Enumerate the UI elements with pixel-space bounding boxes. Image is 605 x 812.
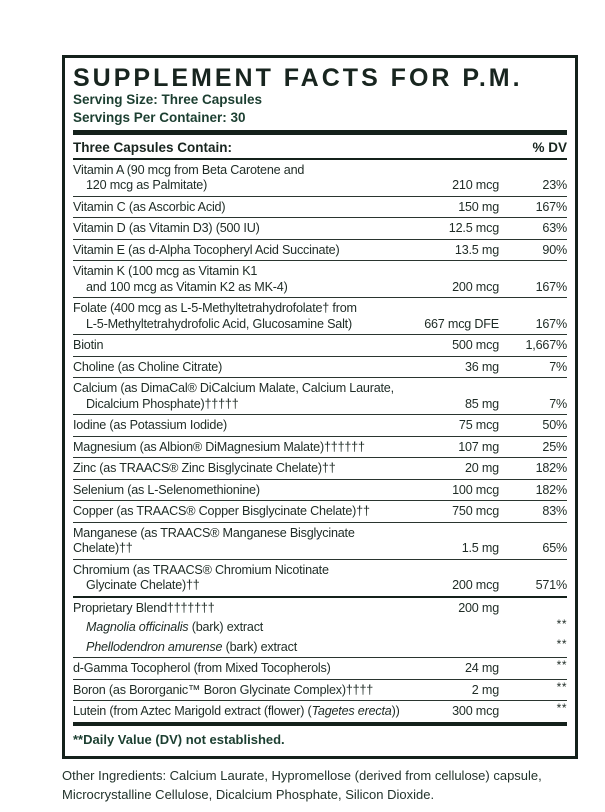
supplement-facts-panel <box>62 55 578 759</box>
nutrient-name: Copper (as TRAACS® Copper Bisglycinate Chelate)†† <box>73 504 370 519</box>
nutrient-name: Lutein (from Aztec Marigold extract (flower) (Tagetes erecta)) <box>73 704 400 719</box>
nutrient-name: d-Gamma Tocopherol (from Mixed Tocopherols) <box>73 661 331 676</box>
dv-value: 65% <box>542 541 567 556</box>
amount-value: 107 mg <box>458 439 499 454</box>
amount-value: 75 mcg <box>458 418 499 433</box>
nutrient-name: Vitamin D (as Vitamin D3) (500 IU) <box>73 221 260 236</box>
amount-value: 210 mcg <box>452 178 499 193</box>
amount-value: 2 mg <box>471 682 499 697</box>
dv-value: 50% <box>542 418 567 433</box>
table-row <box>73 637 567 659</box>
column-header-dv: % DV <box>532 139 567 155</box>
column-header-contain: Three Capsules Contain: <box>73 139 233 155</box>
table-row <box>73 437 567 459</box>
nutrient-name: Folate (400 mcg as L-5-Methyltetrahydrofolate† from L-5-Methyltetrahydrofolic Acid, Glucosamine Salt) <box>73 301 357 331</box>
amount-value: 300 mcg <box>452 704 499 719</box>
column-header-row <box>73 135 567 160</box>
nutrient-name: Biotin <box>73 338 104 353</box>
panel-title: SUPPLEMENT FACTS FOR P.M. <box>73 64 523 92</box>
table-row <box>73 378 567 415</box>
dv-value: 63% <box>542 221 567 236</box>
amount-value: 20 mg <box>464 461 499 476</box>
table-row <box>73 415 567 437</box>
dv-value: 25% <box>542 439 567 454</box>
dv-value: 1,667% <box>525 338 567 353</box>
table-row <box>73 197 567 219</box>
nutrient-rows <box>73 160 567 726</box>
dv-value: 182% <box>535 461 567 476</box>
nutrient-name: Magnesium (as Albion® DiMagnesium Malate)†††††† <box>73 439 365 454</box>
table-row <box>73 240 567 262</box>
dv-value: 571% <box>535 578 567 593</box>
nutrient-name: Calcium (as DimaCal® DiCalcium Malate, Calcium Laurate, Dicalcium Phosphate)††††† <box>73 381 394 411</box>
nutrient-name: Proprietary Blend††††††† <box>73 600 215 615</box>
dv-value: 23% <box>542 178 567 193</box>
dv-value: ** <box>556 617 567 632</box>
table-row <box>73 560 567 598</box>
table-row <box>73 357 567 379</box>
table-row <box>73 598 567 618</box>
nutrient-name: Choline (as Choline Citrate) <box>73 359 223 374</box>
amount-value: 150 mg <box>458 199 499 214</box>
table-row <box>73 680 567 702</box>
table-row <box>73 701 567 726</box>
amount-value: 12.5 mcg <box>448 221 499 236</box>
table-row <box>73 658 567 680</box>
nutrient-name: Vitamin A (90 mcg from Beta Carotene and 120 mcg as Palmitate) <box>73 162 305 193</box>
table-row <box>73 261 567 298</box>
nutrient-name: Iodine (as Potassium Iodide) <box>73 418 228 433</box>
amount-value: 85 mg <box>464 396 499 411</box>
table-row <box>73 160 567 197</box>
nutrient-name: Vitamin C (as Ascorbic Acid) <box>73 199 226 214</box>
nutrient-name: Vitamin E (as d-Alpha Tocopheryl Acid Succinate) <box>73 242 340 257</box>
dv-value: ** <box>556 636 567 651</box>
amount-value: 100 mcg <box>452 482 499 497</box>
dv-value: ** <box>556 658 567 673</box>
amount-value: 500 mcg <box>452 338 499 353</box>
amount-value: 200 mcg <box>452 578 499 593</box>
dv-value: 7% <box>549 359 567 374</box>
nutrient-name: Boron (as Bororganic™ Boron Glycinate Complex)†††† <box>73 682 374 697</box>
table-row <box>73 523 567 560</box>
table-row <box>73 335 567 357</box>
servings-per-container: Servings Per Container: 30 <box>73 109 246 125</box>
dv-value: 167% <box>535 316 567 331</box>
amount-value: 13.5 mg <box>454 242 499 257</box>
nutrient-name: Vitamin K (100 mcg as Vitamin K1 and 100 mcg as Vitamin K2 as MK-4) <box>73 264 288 294</box>
amount-value: 200 mg <box>458 600 499 615</box>
table-row <box>73 501 567 523</box>
serving-size: Serving Size: Three Capsules <box>73 92 263 108</box>
other-ingredients: Other Ingredients: Calcium Laurate, Hypromellose (derived from cellulose) capsule, Microcrystalline Cellulose, Dicalcium Phosphate, Silicon Dioxide. <box>62 767 542 802</box>
table-row <box>73 218 567 240</box>
amount-value: 24 mg <box>464 661 499 676</box>
amount-value: 750 mcg <box>452 504 499 519</box>
dv-value: 83% <box>542 504 567 519</box>
nutrient-name: Manganese (as TRAACS® Manganese Bisglycinate Chelate)†† <box>73 525 355 556</box>
amount-value: 1.5 mg <box>461 541 499 556</box>
dv-value: 182% <box>535 482 567 497</box>
dv-value: ** <box>556 701 567 716</box>
dv-value: 167% <box>535 199 567 214</box>
dv-value: ** <box>556 679 567 694</box>
nutrient-name: Zinc (as TRAACS® Zinc Bisglycinate Chelate)†† <box>73 461 336 476</box>
amount-value: 36 mg <box>464 359 499 374</box>
dv-value: 167% <box>535 279 567 294</box>
dv-footnote: **Daily Value (DV) not established. <box>73 731 285 747</box>
amount-value: 667 mcg DFE <box>424 316 499 331</box>
table-row <box>73 480 567 502</box>
nutrient-name: Selenium (as L-Selenomethionine) <box>73 482 260 497</box>
table-row <box>73 617 567 637</box>
table-row <box>73 298 567 335</box>
nutrient-name: Chromium (as TRAACS® Chromium Nicotinate Glycinate Chelate)†† <box>73 562 329 593</box>
table-row <box>73 458 567 480</box>
amount-value: 200 mcg <box>452 279 499 294</box>
nutrient-name: Phellodendron amurense (bark) extract <box>86 639 298 654</box>
nutrient-name: Magnolia officinalis (bark) extract <box>86 620 264 635</box>
dv-value: 7% <box>549 396 567 411</box>
dv-value: 90% <box>542 242 567 257</box>
